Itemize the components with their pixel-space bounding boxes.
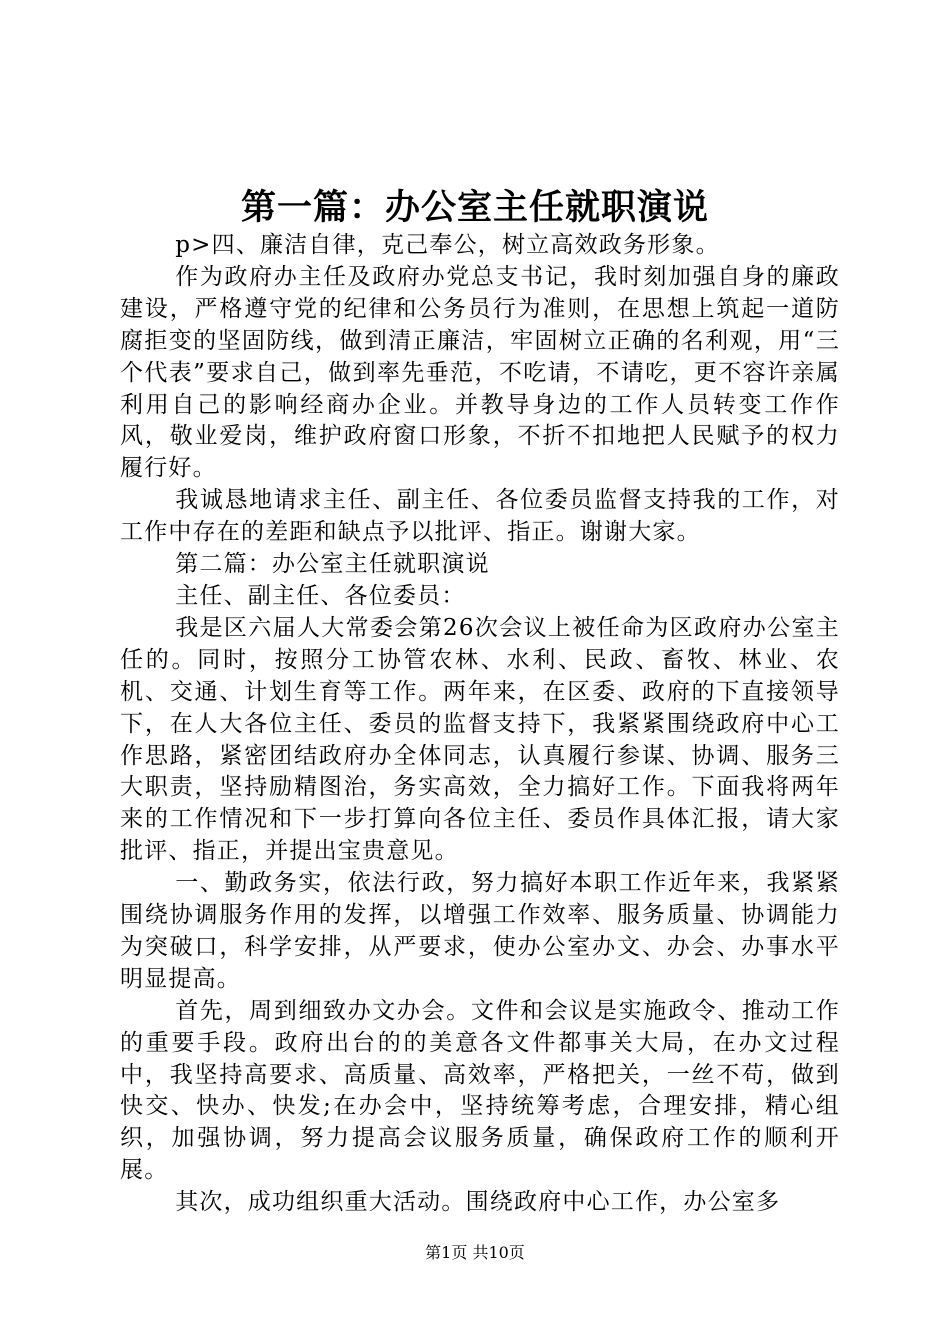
paragraph-3: 我诚恳地请求主任、副主任、各位委员监督支持我的工作，对工作中存在的差距和缺点予以批评、指正。谢谢大家。 — [120, 487, 840, 546]
paragraph-1: p>四、廉洁自律，克己奉公，树立高效政务形象。 — [175, 232, 720, 258]
paragraph-6: 我是区六届人大常委会第26次会议上被任命为区政府办公室主任的。同时，按照分工协管农林、水利、民政、畜牧、林业、农机、交通、计划生育等工作。两年来，在区委、政府的下直接领导下，在人大各位主任、委员的监督支持下，我紧紧围绕政府中心工作思路，紧密团结政府办全体同志，认真履行参谋、协调、服务三大职责，坚持励精图治，务实高效，全力搞好工作。下面我将两年来的工作情况和下一步打算向各位主任、委员作具体汇报，请大家批评、指正，并提出宝贵意见。 — [120, 614, 840, 865]
paragraph-2: 作为政府办主任及政府办党总支书记，我时刻加强自身的廉政建设，严格遵守党的纪律和公务员行为准则，在思想上筑起一道防腐拒变的坚固防线，做到清正廉洁，牢固树立正确的名利观，用“三个代表”要求自己，做到率先垂范，不吃请，不请吃，更不容许亲属利用自己的影响经商办企业。并教导身边的工作人员转变工作作风，敬业爱岗，维护政府窗口形象，不折不扣地把人民赋予的权力履行好。 — [120, 263, 840, 482]
paragraph-9: 其次，成功组织重大活动。围绕政府中心工作，办公室多 — [175, 1189, 781, 1216]
paragraph-7: 一、勤政务实，依法行政，努力搞好本职工作近年来，我紧紧围绕协调服务作用的发挥，以增强工作效率、服务质量、协调能力为突破口，科学安排，从严要求，使办公室办文、办会、办事水平明显提高。 — [120, 870, 840, 992]
document-body — [120, 230, 840, 1219]
page-footer — [0, 1241, 950, 1265]
document-title: 第一篇：办公室主任就职演说 — [240, 187, 709, 228]
section-heading-2: 第二篇：办公室主任就职演说 — [175, 551, 490, 578]
paragraph-8: 首先，周到细致办文办会。文件和会议是实施政令、推动工作的重要手段。政府出台的的美意各文件都事关大局，在办文过程中，我坚持高要求、高质量、高效率，严格把关，一丝不苟，做到快交、快办、快发;在办会中，坚持统筹考虑，合理安排，精心组织，加强协调，努力提高会议服务质量，确保政府工作的顺利开展。 — [120, 997, 840, 1184]
page-number: 第1页 共10页 — [425, 1243, 525, 1262]
salutation: 主任、副主任、各位委员： — [175, 582, 466, 609]
